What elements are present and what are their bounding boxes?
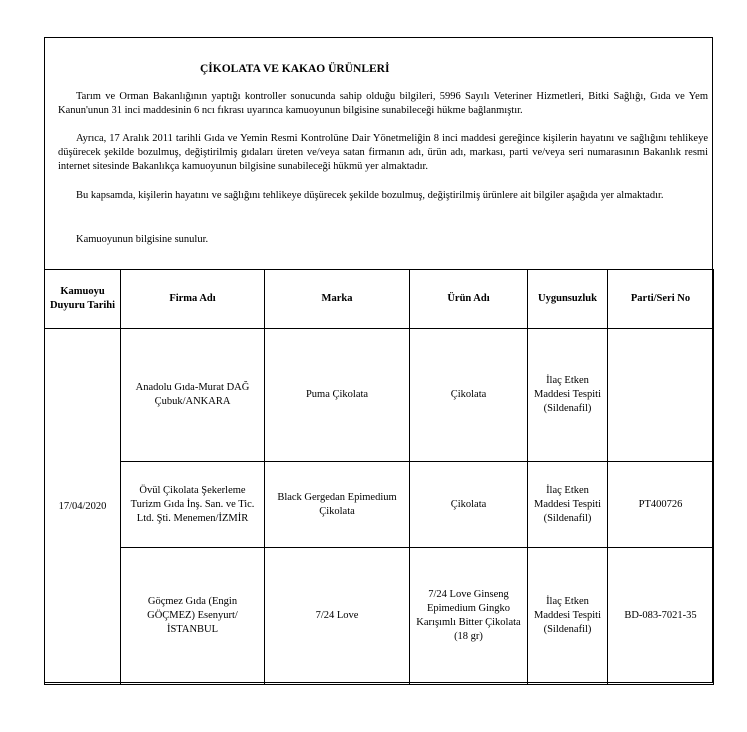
cell-marka: 7/24 Love [265,548,410,685]
header-parti: Parti/Seri No [608,270,714,329]
paragraph-text: Tarım ve Orman Bakanlığının yaptığı kontroller sonucunda sahip olduğu bilgileri, 5996 Sayılı Veteriner Hizmetleri, Bitki Sağlığı, Gıda ve Yem Kanun'unun 31 inci maddesinin 6 ncı fıkrası uyarınca kamuoyunun bilgisine sunabileceği hükme bağlanmıştır. [58,91,708,116]
cell-firma: Göçmez Gıda (Engin GÖÇMEZ) Esenyurt/İSTANBUL [121,548,265,685]
announcement-date: 17/04/2020 [45,329,121,685]
header-firma: Firma Adı [121,270,265,329]
cell-parti: BD-083-7021-35 [608,548,714,685]
cell-uygunsuzluk: İlaç Etken Maddesi Tespiti (Sildenafil) [528,329,608,462]
cell-uygunsuzluk: İlaç Etken Maddesi Tespiti (Sildenafil) [528,462,608,548]
document-title: ÇİKOLATA VE KAKAO ÜRÜNLERİ [200,63,390,75]
paragraph-text: Kamuoyunun bilgisine sunulur. [76,234,209,245]
intro-paragraph-4 [58,233,708,247]
header-marka: Marka [265,270,410,329]
cell-parti: PT400726 [608,462,714,548]
cell-urun: Çikolata [410,462,528,548]
intro-paragraph-1 [58,90,708,118]
cell-urun: Çikolata [410,329,528,462]
cell-marka: Black Gergedan Epimedium Çikolata [265,462,410,548]
recall-table [44,269,714,685]
paragraph-text: Bu kapsamda, kişilerin hayatını ve sağlığını tehlikeye düşürecek şekilde bozulmuş, değiştirilmiş ürünlere ait bilgiler aşağıda yer almaktadır. [76,190,664,201]
table-header-row [45,270,714,329]
cell-urun: 7/24 Love Ginseng Epimedium Gingko Karışımlı Bitter Çikolata (18 gr) [410,548,528,685]
intro-paragraph-3 [58,189,708,203]
header-urun: Ürün Adı [410,270,528,329]
cell-parti [608,329,714,462]
document-frame [44,37,713,683]
paragraph-text: Ayrıca, 17 Aralık 2011 tarihli Gıda ve Yemin Resmi Kontrolüne Dair Yönetmeliğin 8 inci maddesi gereğince kişilerin hayatını ve sağlığını tehlikeye düşürecek şekilde bozulmuş, değiştirilmiş gıdaları üreten ve/veya satan firmanın adı, ürün adı, markası, parti ve/veya seri numarasının Bakanlık resmi internet sitesinde Bakanlıkça kamuoyunun bilgisine sunabileceği hükmü yer almaktadır. [58,133,708,172]
table-row [45,548,714,685]
header-date: Kamuoyu Duyuru Tarihi [45,270,121,329]
table-row [45,329,714,462]
cell-marka: Puma Çikolata [265,329,410,462]
cell-firma: Övül Çikolata Şekerleme Turizm Gıda İnş. San. ve Tic. Ltd. Şti. Menemen/İZMİR [121,462,265,548]
intro-paragraph-2 [58,132,708,174]
header-uygunsuzluk: Uygunsuzluk [528,270,608,329]
table-row [45,462,714,548]
cell-firma: Anadolu Gıda-Murat DAĞ Çubuk/ANKARA [121,329,265,462]
cell-uygunsuzluk: İlaç Etken Maddesi Tespiti (Sildenafil) [528,548,608,685]
intro-section [45,38,712,270]
